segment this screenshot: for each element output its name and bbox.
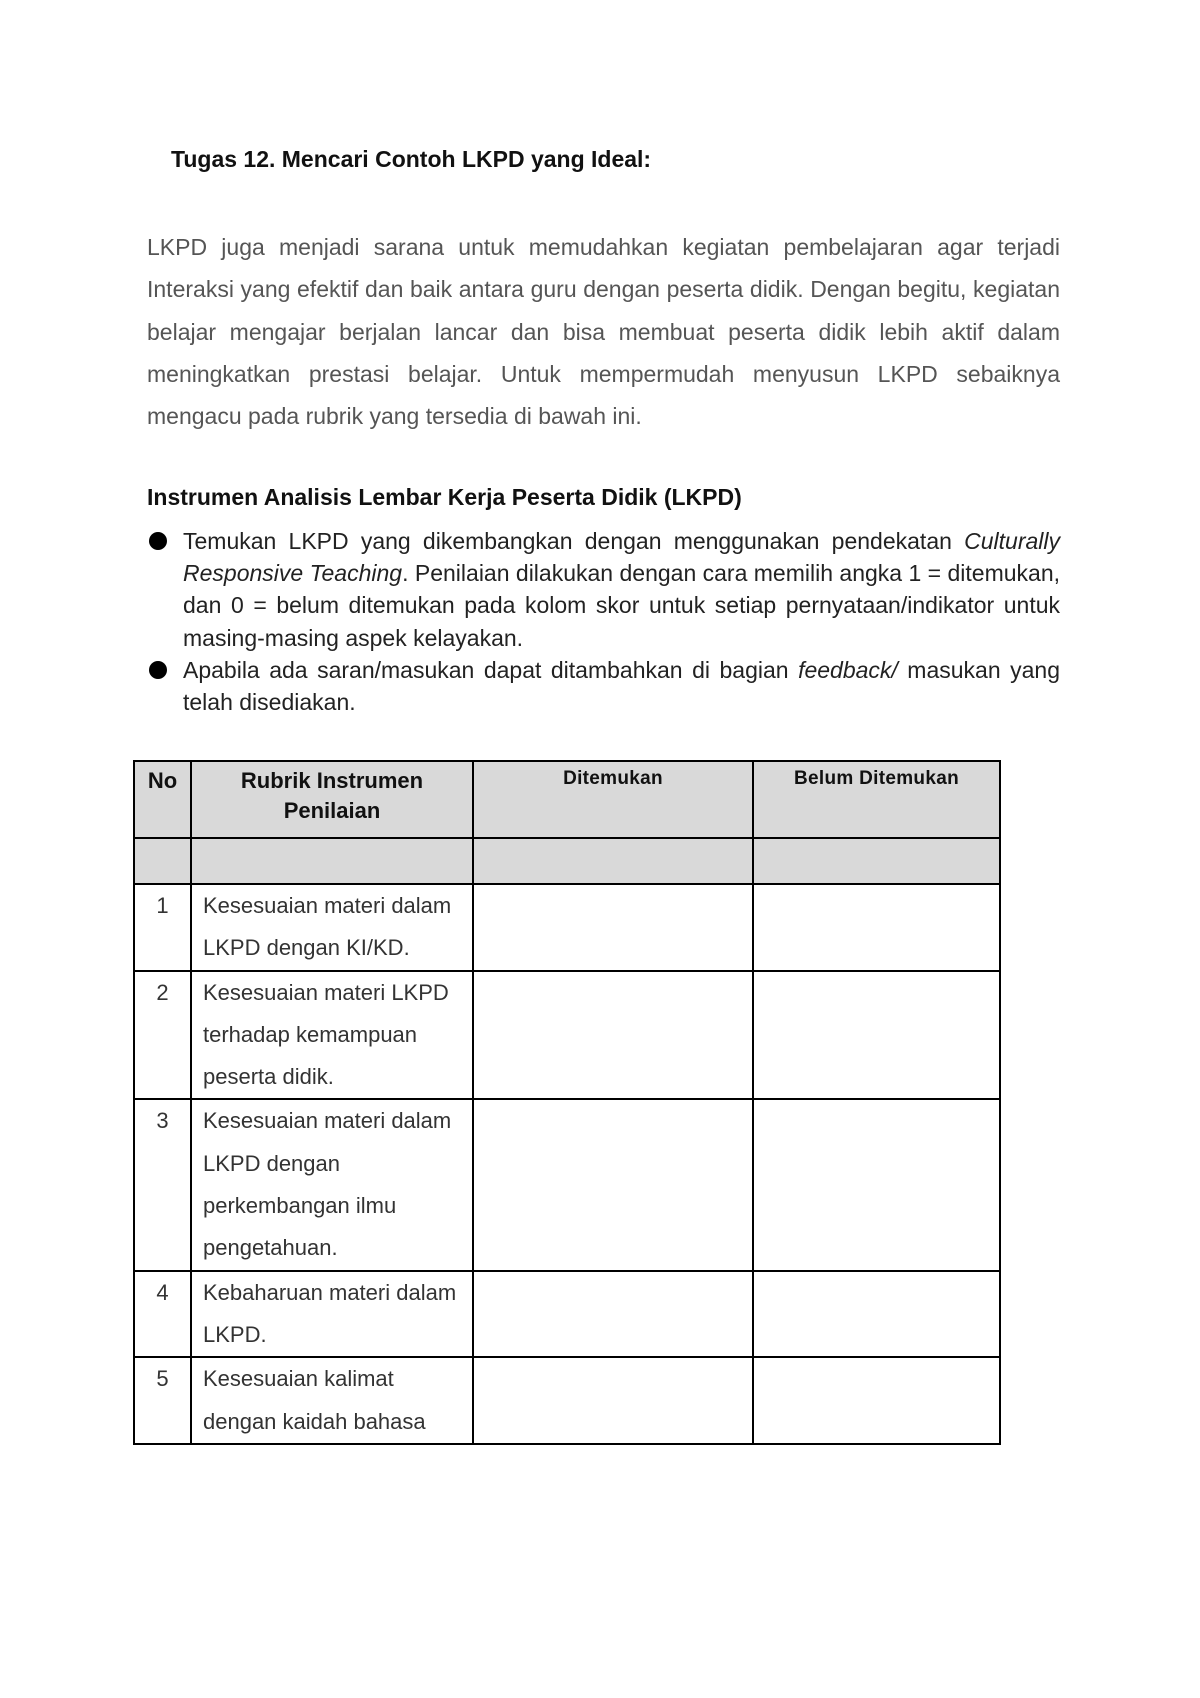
spacer-cell [473, 838, 753, 884]
row-number: 3 [134, 1099, 191, 1270]
belum-ditemukan-cell[interactable] [753, 971, 1000, 1100]
bullet-icon [149, 532, 167, 550]
ditemukan-cell[interactable] [473, 1271, 753, 1358]
instruction-item [147, 525, 1060, 654]
instruction-text: Temukan LKPD yang dikembangkan dengan menggunakan pendekatan [183, 528, 965, 554]
spacer-cell [134, 838, 191, 884]
instruction-item [147, 654, 1060, 718]
ditemukan-cell[interactable] [473, 1357, 753, 1444]
spacer-cell [191, 838, 473, 884]
ditemukan-cell[interactable] [473, 1099, 753, 1270]
instruction-text: Apabila ada saran/masukan dapat ditambahkan di bagian [183, 656, 799, 683]
intro-paragraph: LKPD juga menjadi sarana untuk memudahkan kegiatan pembelajaran agar terjadi Interaksi yang efektif dan baik antara guru dengan peserta didik. Dengan begitu, kegiatan belajar mengajar berjalan lancar dan bisa membuat peserta didik lebih aktif dalam meningkatkan prestasi belajar. Untuk mempermudah menyusun LKPD sebaiknya mengacu pada rubrik yang tersedia di bawah ini. [147, 234, 1060, 430]
bullet-icon [149, 661, 167, 679]
belum-ditemukan-cell[interactable] [753, 1271, 1000, 1358]
table-row [134, 1271, 1000, 1358]
ditemukan-cell[interactable] [473, 884, 753, 971]
header-ditemukan: Ditemukan [473, 761, 753, 838]
belum-ditemukan-cell[interactable] [753, 1357, 1000, 1444]
header-belum-ditemukan: Belum Ditemukan [753, 761, 1000, 838]
table-header-row [134, 761, 1000, 838]
row-number: 5 [134, 1357, 191, 1444]
belum-ditemukan-cell[interactable] [753, 1099, 1000, 1270]
instruction-emphasis: feedback/ [798, 656, 898, 683]
instruction-list [147, 525, 1060, 718]
header-rubrik: Rubrik Instrumen Penilaian [191, 761, 473, 838]
belum-ditemukan-cell[interactable] [753, 884, 1000, 971]
rubric-table [133, 760, 1001, 1445]
row-number: 4 [134, 1271, 191, 1358]
row-number: 2 [134, 971, 191, 1100]
table-spacer-row [134, 838, 1000, 884]
instruction-text: . Penilaian dilakukan dengan cara memilih angka 1 = ditemukan, dan 0 = belum ditemukan pada kolom skor untuk setiap pernyataan/indikator untuk masing-masing aspek kelayakan. [183, 560, 1061, 651]
task-title: Tugas 12. Mencari Contoh LKPD yang Ideal: [171, 146, 652, 172]
rubric-text: Kesesuaian materi dalam LKPD dengan perkembangan ilmu pengetahuan. [191, 1099, 473, 1270]
ditemukan-cell[interactable] [473, 971, 753, 1100]
table-row [134, 1357, 1000, 1444]
rubric-text: Kesesuaian materi LKPD terhadap kemampuan peserta didik. [191, 971, 473, 1100]
section-title: Instrumen Analisis Lembar Kerja Peserta Didik (LKPD) [147, 484, 742, 510]
table-row [134, 971, 1000, 1100]
spacer-cell [753, 838, 1000, 884]
instruction-emphasis: Culturally Responsive Teaching [183, 528, 1060, 587]
table-row [134, 1099, 1000, 1270]
row-number: 1 [134, 884, 191, 971]
rubric-text: Kebaharuan materi dalam LKPD. [191, 1271, 473, 1358]
rubric-text: Kesesuaian materi dalam LKPD dengan KI/KD. [191, 884, 473, 971]
instruction-text: masukan yang telah disediakan. [183, 656, 1061, 716]
table-row [134, 884, 1000, 971]
header-no: No [134, 761, 191, 838]
rubric-text: Kesesuaian kalimat dengan kaidah bahasa [191, 1357, 473, 1444]
